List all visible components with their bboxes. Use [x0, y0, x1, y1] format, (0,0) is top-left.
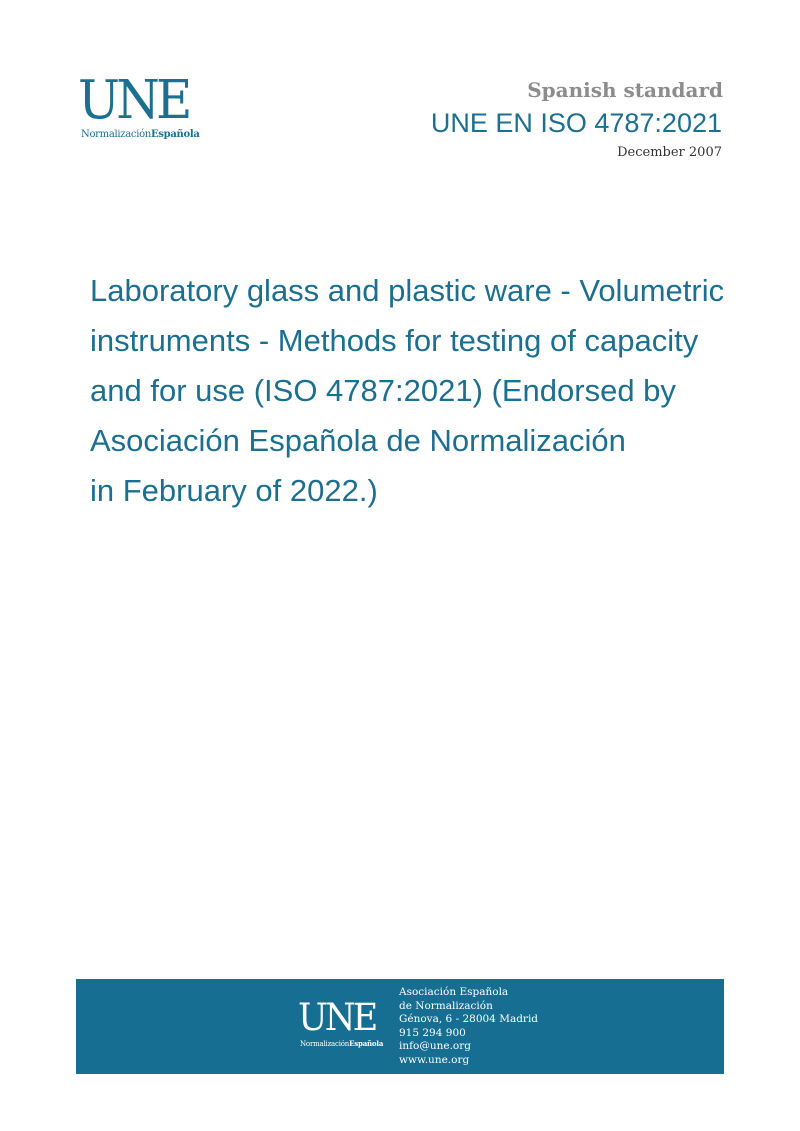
address-phone: 915 294 900: [399, 1026, 466, 1039]
footer-tagline-bold: Española: [349, 1039, 384, 1048]
une-logo: [78, 70, 200, 142]
address-website: www.une.org: [399, 1053, 470, 1066]
contact-address: [399, 986, 538, 1068]
title-line: and for use (ISO 4787:2021) (Endorsed by: [90, 373, 676, 408]
une-logo-mark: UNE: [78, 70, 189, 131]
title-line: Laboratory glass and plastic ware - Volumetric: [90, 273, 725, 308]
footer-band: [76, 979, 724, 1074]
footer-tagline-regular: Normalización: [300, 1040, 350, 1048]
address-org-line-1: Asociación Española: [399, 986, 509, 998]
address-org-line-2: de Normalización: [399, 999, 493, 1012]
address-email: info@une.org: [399, 1040, 471, 1053]
footer-logo-tagline: [300, 1039, 383, 1049]
standard-code: UNE EN ISO 4787:2021: [430, 108, 722, 138]
logo-tagline-regular: Normalización: [81, 129, 151, 140]
logo-tagline-bold: Española: [150, 129, 200, 140]
address-street: Génova, 6 - 28004 Madrid: [399, 1013, 539, 1026]
document-kind: Spanish standard: [527, 78, 723, 102]
document-title: [90, 266, 790, 516]
title-line: Asociación Española de Normalización: [90, 423, 626, 458]
footer-logo-mark: UNE: [298, 996, 376, 1039]
title-line: in February of 2022.): [90, 473, 378, 508]
publication-date: December 2007: [617, 145, 722, 160]
standard-info: [431, 78, 724, 161]
title-line: instruments - Methods for testing of capacity: [90, 323, 699, 358]
footer-une-logo: [298, 996, 388, 1049]
une-logo-tagline: [81, 129, 200, 141]
